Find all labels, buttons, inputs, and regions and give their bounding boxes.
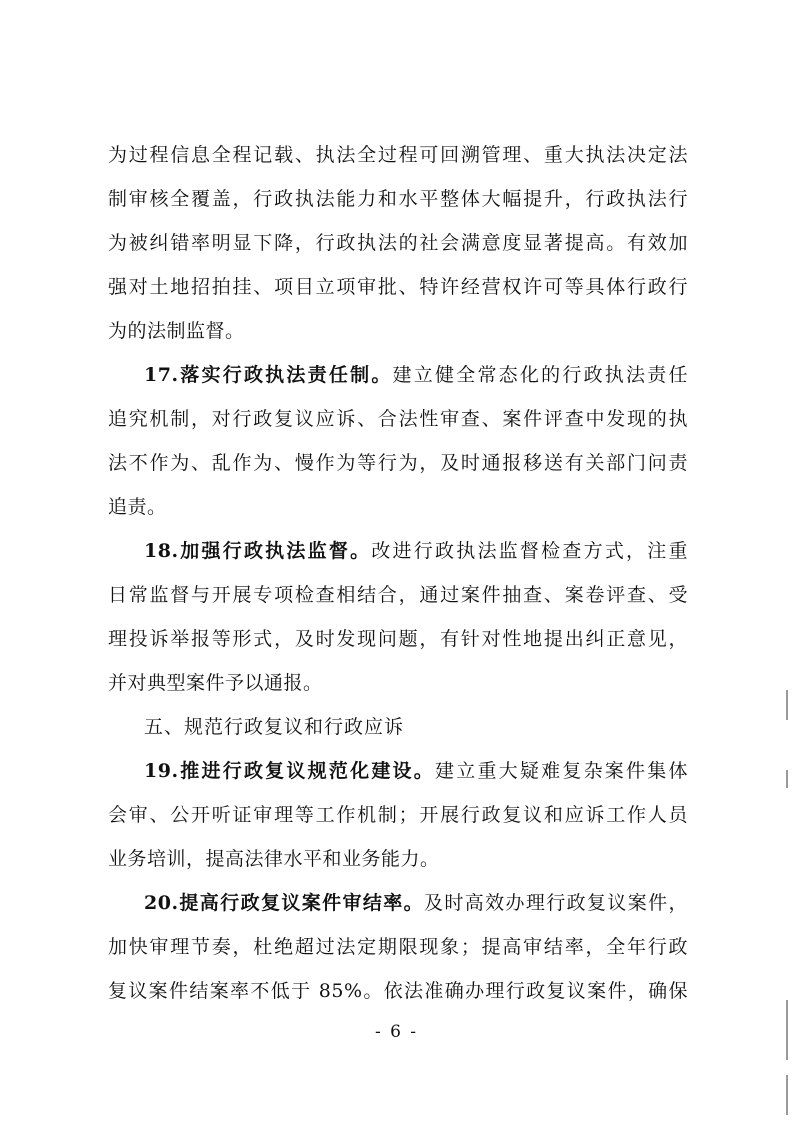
scan-edge-marks: [786, 0, 789, 1122]
item-17-first-line: [144, 360, 688, 390]
paragraph-line: 并对典型案件予以通报。: [108, 672, 323, 694]
paragraph-line: 为过程信息全程记载、执法全过程可回溯管理、重大执法决定法: [108, 144, 688, 166]
item-19-text: 建立重大疑难复杂案件集体: [435, 760, 688, 782]
paragraph-line: 追责。: [108, 496, 167, 518]
paragraph-line: 法不作为、乱作为、慢作为等行为，及时通报移送有关部门问责: [108, 452, 688, 474]
item-19-title: 19.推进行政复议规范化建设。: [144, 760, 435, 782]
paragraph-line: 会审、公开听证审理等工作机制；开展行政复议和应诉工作人员: [108, 804, 688, 826]
paragraph-line: 为被纠错率明显下降，行政执法的社会满意度显著提高。有效加: [108, 232, 688, 254]
paragraph-line: 加快审理节奏，杜绝超过法定期限现象；提高审结率，全年行政: [108, 936, 688, 958]
item-20-first-line: [144, 888, 688, 918]
section-heading: 五、规范行政复议和行政应诉: [144, 716, 405, 738]
paragraph-line: 制审核全覆盖，行政执法能力和水平整体大幅提升，行政执法行: [108, 188, 688, 210]
paragraph-line: 强对土地招拍挂、项目立项审批、特许经营权许可等具体行政行: [108, 276, 688, 298]
paragraph-line: 理投诉举报等形式，及时发现问题，有针对性地提出纠正意见，: [108, 628, 688, 650]
item-20-title: 20.提高行政复议案件审结率。: [144, 892, 424, 914]
item-17-text: 建立健全常态化的行政执法责任: [392, 364, 688, 386]
paragraph-line: 日常监督与开展专项检查相结合，通过案件抽查、案卷评查、受: [108, 584, 688, 606]
item-18-first-line: [144, 536, 688, 566]
item-18-text: 改进行政执法监督检查方式，注重: [371, 540, 688, 562]
paragraph-line: 复议案件结案率不低于 85%。依法准确办理行政复议案件，确保: [108, 980, 688, 1002]
item-20-text: 及时高效办理行政复议案件，: [423, 892, 688, 914]
page-number: - 6 -: [374, 1022, 419, 1042]
paragraph-line: 业务培训，提高法律水平和业务能力。: [108, 848, 440, 870]
item-19-first-line: [144, 756, 688, 786]
paragraph-line: 追究机制，对行政复议应诉、合法性审查、案件评查中发现的执: [108, 408, 688, 430]
item-18-title: 18.加强行政执法监督。: [144, 540, 372, 562]
paragraph-line: 为的法制监督。: [108, 320, 245, 342]
item-17-title: 17.落实行政执法责任制。: [144, 364, 393, 386]
